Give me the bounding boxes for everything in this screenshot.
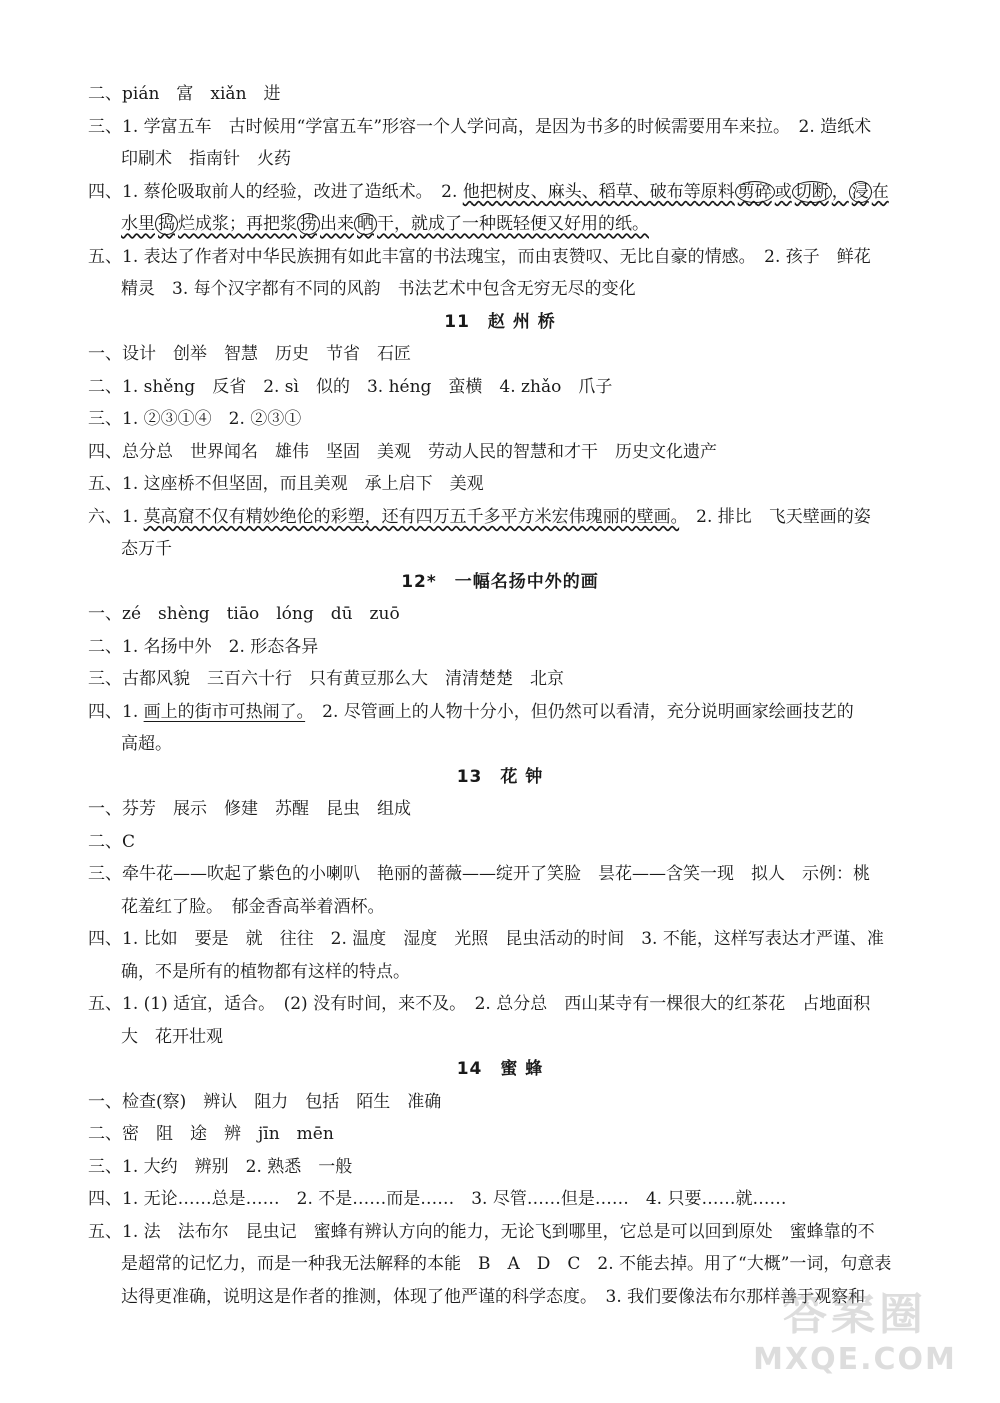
answer-line: 一、设计 创举 智慧 历史 节省 石匠 (88, 344, 411, 364)
answer-line: 四、1. 比如 要是 就 往往 2. 温度 湿度 光照 昆虫活动的时间 3. 不能，这样写表达才严谨、准 (88, 929, 884, 949)
answer-line: 一、芬芳 展示 修建 苏醒 昆虫 组成 (88, 799, 411, 819)
watermark-text: 答案圈 (783, 1289, 927, 1340)
answer-line: 二、C (88, 831, 136, 852)
answer-line: 三、1. ②③①④ 2. ②③① (88, 409, 302, 429)
answer-line: 二、1. 名扬中外 2. 形态各异 (88, 636, 319, 657)
circled-word: 浸 (849, 181, 872, 203)
answer-line: 五、1. 表达了作者对中华民族拥有如此丰富的书法瑰宝，而由衷赞叹、无比自豪的情感。 2. 孩子 鲜花 (88, 246, 871, 267)
circled-word: 捞 (297, 213, 320, 235)
wavy-underlined-text: 在 (871, 181, 889, 202)
wavy-underlined-text: 干，就成了一种既轻便又好用的纸。 (377, 214, 649, 234)
answer-line: 印刷术 指南针 火药 (121, 149, 291, 169)
circled-word: 晒 (354, 213, 377, 235)
answer-line: 二、密 阻 途 辨 jīn mēn (88, 1124, 334, 1144)
wavy-underlined-text: 烂成浆；再把浆 (178, 214, 297, 234)
answer-line: 大 花开壮观 (121, 1026, 223, 1047)
answer-line (0, 501, 1000, 534)
answer-line (0, 208, 1000, 241)
answer-line: 二、pián 富 xiǎn 进 (88, 84, 281, 104)
answer-line: 一、zé shèng tiāo lóng dū zuō (88, 604, 400, 624)
answer-line: 五、1. 这座桥不但坚固，而且美观 承上启下 美观 (88, 474, 484, 494)
answer-line (0, 176, 1000, 209)
answer-text: 2. 尽管画上的人物十分小，但仍然可以看清，充分说明画家绘画技艺的 (305, 701, 854, 722)
answer-text: 六、1. (88, 506, 144, 527)
answer-text: 四、1. (88, 701, 144, 722)
lesson-title: 14 蜜 蜂 (456, 1059, 544, 1079)
answer-line: 二、1. shěng 反省 2. sì 似的 3. héng 蛮横 4. zhǎo 爪子 (88, 376, 613, 397)
answer-line: 三、牵牛花——吹起了紫色的小喇叭 艳丽的蔷薇——绽开了笑脸 昙花——含笑一现 拟人 示例：桃 (88, 864, 870, 884)
circled-word: 切断 (792, 181, 832, 203)
answer-line (0, 696, 1000, 729)
answer-line: 一、检查(察) 辨认 阻力 包括 陌生 准确 (88, 1091, 442, 1112)
wavy-underlined-text: 出来 (320, 214, 354, 234)
answer-line: 三、1. 大约 辨别 2. 熟悉 一般 (88, 1156, 353, 1177)
answer-text: 四、1. 蔡伦吸取前人的经验，改进了造纸术。 2. (88, 181, 463, 202)
answer-text: 水里 (121, 214, 155, 234)
lesson-title: 13 花 钟 (456, 766, 544, 787)
answer-line: 三、古都风貌 三百六十行 只有黄豆那么大 清清楚楚 北京 (88, 669, 564, 689)
answer-line: 花羞红了脸。 郁金香高举着酒杯。 (121, 896, 385, 917)
answer-line: 四、总分总 世界闻名 雄伟 坚固 美观 劳动人民的智慧和才干 历史文化遗产 (88, 441, 717, 462)
answer-page (0, 78, 1000, 1313)
answer-line: 精灵 3. 每个汉字都有不同的风韵 书法艺术中包含无穷无尽的变化 (121, 279, 636, 299)
underlined-text: 画上的街市可热闹了。 (143, 701, 306, 722)
wavy-underlined-text: 或 (774, 181, 792, 202)
answer-line: 五、1. (1) 适宜，适合。 (2) 没有时间，来不及。 2. 总分总 西山某寺有一棵很大的红茶花 占地面积 (88, 994, 871, 1014)
watermark-logo (740, 1289, 970, 1385)
answer-line: 五、1. 法 法布尔 昆虫记 蜜蜂有辨认方向的能力，无论飞到哪里，它总是可以回到原处 蜜蜂靠的不 (88, 1221, 875, 1242)
answer-line: 高超。 (121, 734, 172, 754)
answer-line: 四、1. 无论……总是…… 2. 不是……而是…… 3. 尽管……但是…… 4. 只要……就…… (88, 1189, 787, 1209)
answer-line: 达得更准确，说明这是作者的推测，体现了他严谨的科学态度。 3. 我们要像法布尔那样善于观察和 (121, 1286, 866, 1307)
wavy-underlined-text: ， (831, 181, 849, 202)
wavy-underlined-text: 他把树皮、麻头、稻草、破布等原料 (462, 181, 735, 202)
answer-text: 2. 排比 飞天壁画的姿 (679, 506, 871, 527)
wavy-underlined-text: 莫高窟不仅有精妙绝伦的彩塑，还有四万五千多平方米宏伟瑰丽的壁画。 (143, 506, 680, 527)
answer-line: 态万千 (121, 539, 172, 559)
circled-word: 剪碎 (735, 181, 775, 203)
lesson-title: 11 赵 州 桥 (444, 311, 556, 332)
answer-line: 是超常的记忆力，而是一种我无法解释的本能 B A D C 2. 不能去掉。用了“大概”一词，句意表 (121, 1254, 892, 1274)
answer-line: 确，不是所有的植物都有这样的特点。 (121, 961, 410, 982)
answer-line: 三、1. 学富五车 古时候用“学富五车”形容一个人学问高，是因为书多的时候需要用车来拉。 2. 造纸术 (88, 116, 872, 137)
circled-word: 捣 (155, 213, 178, 235)
lesson-title: 12* 一幅名扬中外的画 (401, 571, 599, 592)
watermark-text: MXQE.COM (753, 1342, 957, 1377)
